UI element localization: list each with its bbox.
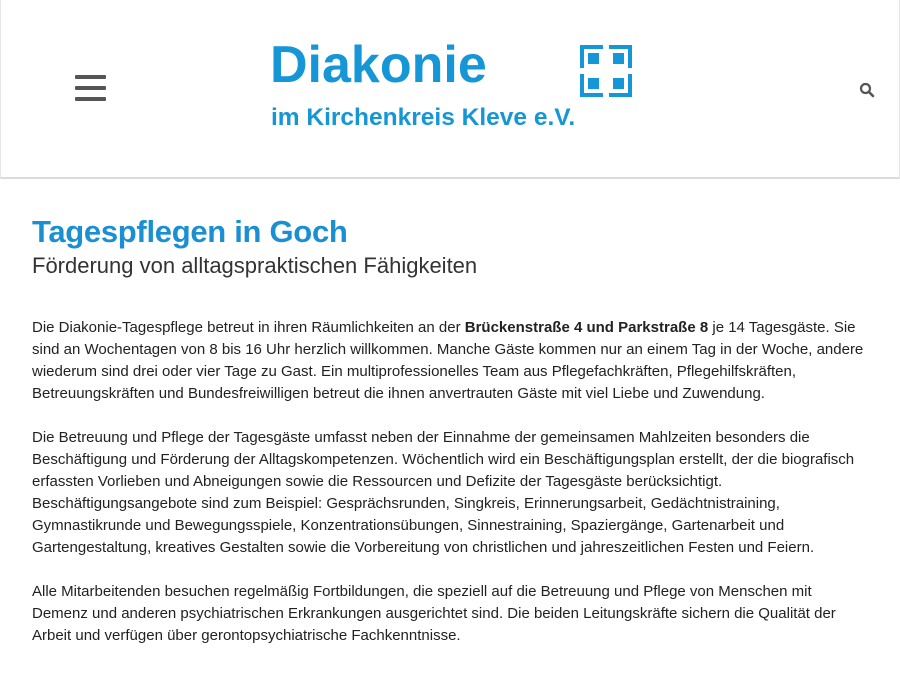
site-header bbox=[0, 0, 900, 179]
paragraph: Alle Mitarbeitenden besuchen regelmäßig Fortbildungen, die speziell auf die Betreuung und Pflege von Menschen mit Demenz und anderen psychiatrischen Erkrankungen ausgerichtet sind. Die beiden Leitungskräfte sichern die Qualität der Arbeit und verfügen über gerontopsychiatrische Fachkenntnisse. bbox=[32, 583, 836, 644]
hamburger-menu-button[interactable] bbox=[75, 75, 107, 103]
search-button[interactable] bbox=[857, 80, 877, 100]
search-icon bbox=[859, 82, 875, 98]
address-highlight: Brückenstraße 4 und Parkstraße 8 bbox=[464, 319, 709, 336]
hamburger-bar bbox=[75, 86, 106, 90]
page-title: Tagespflegen in Goch bbox=[32, 214, 348, 249]
site-logo-link[interactable] bbox=[270, 36, 632, 133]
paragraph-text: Die Diakonie-Tagespflege betreut in ihren Räumlichkeiten an der bbox=[32, 319, 465, 336]
article-body bbox=[32, 317, 868, 647]
main-content bbox=[32, 212, 868, 669]
page-subtitle: Förderung von alltagspraktischen Fähigkeiten bbox=[32, 253, 478, 278]
paragraph bbox=[32, 317, 868, 405]
hamburger-icon bbox=[75, 75, 106, 79]
paragraph: Die Betreuung und Pflege der Tagesgäste umfasst neben der Einnahme der gemeinsamen Mahlzeiten besonders die Beschäftigung und Förderung der Alltagskompetenzen. Wöchentlich wird ein Beschäftigungsplan erstellt, der die biografisch erfassten Vorlieben und Abneigungen sowie die Ressourcen und Defizite der Tagesgäste berücksichtigt. Beschäftigungsangebote sind zum Beispiel: Gesprächsrunden, Singkreis, Erinnerungsarbeit, Gedächtnistraining, Gymnastikrunde und Bewegungsspiele, Konzentrationsübungen, Sinnestraining, Spaziergänge, Gartenarbeit und Gartengestaltung, kreatives Gestalten sowie die Vorbereitung von christlichen und jahreszeitlichen Festen und Feiern. bbox=[32, 429, 855, 556]
paragraph-text: je 14 Tagesgäste. Sie sind an Wochentagen von 8 bis 16 Uhr herzlich willkommen. Manche Gäste kommen nur an einem Tag in der Woche, andere wiederum sind drei oder vier Tage zu Gast. Ein multiprofessionelles Team aus Pflegefachkräften, Pflegehilfskräften, Betreuungskräften und Bundesfreiwilligen betreut die ihnen anvertrauten Gäste mit viel Liebe und Zuwendung. bbox=[32, 319, 864, 402]
logo-tagline: im Kirchenkreis Kleve e.V. bbox=[271, 104, 576, 131]
hamburger-bar bbox=[75, 97, 106, 101]
logo-wordmark: Diakonie bbox=[270, 36, 487, 94]
diakonie-cross-icon bbox=[580, 45, 632, 97]
